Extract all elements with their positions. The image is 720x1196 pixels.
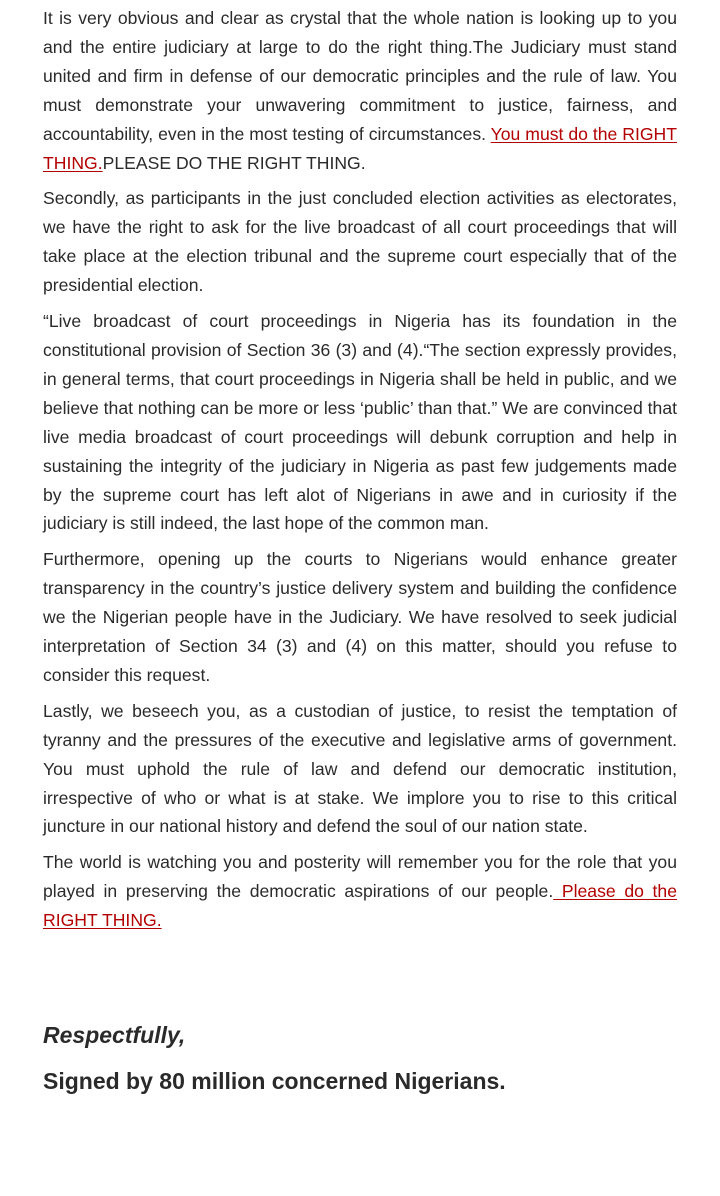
paragraph-text: The world is watching you and posterity will remember you for the role that you played in preserving the democratic aspirations of our people. <box>43 852 677 902</box>
paragraph-text: “Live broadcast of court proceedings in Nigeria has its foundation in the constitutional provision of Section 36 (3) and (4).“The section expressly provides, in general terms, that court proceedings in Nigeria shall be held in public, and we believe that nothing can be more or less ‘public’ than that.” We are convinced that live media broadcast of court proceedings will debunk corruption and help in sustaining the integrity of the judiciary in Nigeria as past few judgements made by the supreme court has left alot of Nigerians in awe and in curiosity if the judiciary is still indeed, the last hope of the common man. <box>43 311 677 534</box>
paragraph-world-is-watching <box>43 848 677 935</box>
paragraph-constitutional-provision <box>43 307 677 538</box>
right-thing-link[interactable]: You must do the RIGHT THING. <box>43 123 677 173</box>
please-do-right-thing-link[interactable]: Please do the RIGHT THING. <box>43 881 677 931</box>
paragraph-text: It is very obvious and clear as crystal that the whole nation is looking up to you and the entire judiciary at large to do the right thing.The Judiciary must stand united and firm in defense of our democratic principles and the rule of law. You must demonstrate your unwavering commitment to justice, fairness, and accountability, even in the most testing of circumstances. <box>43 8 677 144</box>
paragraph-right-thing <box>43 4 677 177</box>
paragraph-custodian-of-justice <box>43 697 677 842</box>
paragraph-transparency <box>43 545 677 690</box>
letter-body <box>43 4 677 1094</box>
closing-signature: Signed by 80 million concerned Nigerians. <box>43 1068 506 1094</box>
closing-respectfully: Respectfully, <box>43 1022 186 1048</box>
paragraph-text: Secondly, as participants in the just concluded election activities as electorates, we have the right to ask for the live broadcast of all court proceedings that will take place at the election tribunal and the supreme court especially that of the presidential election. <box>43 188 677 296</box>
paragraph-text-after: PLEASE DO THE RIGHT THING. <box>102 152 366 173</box>
paragraph-text: Furthermore, opening up the courts to Nigerians would enhance greater transparency in the country’s justice delivery system and building the confidence we the Nigerian people have in the Judiciary. We have resolved to seek judicial interpretation of Section 34 (3) and (4) on this matter, should you refuse to consider this request. <box>43 549 677 685</box>
paragraph-live-broadcast-request <box>43 184 677 300</box>
paragraph-text: Lastly, we beseech you, as a custodian of justice, to resist the temptation of tyranny and the pressures of the executive and legislative arms of government. You must uphold the rule of law and defend our democratic institution, irrespective of who or what is at stake. We implore you to rise to this critical juncture in our national history and defend the soul of our nation state. <box>43 700 677 837</box>
